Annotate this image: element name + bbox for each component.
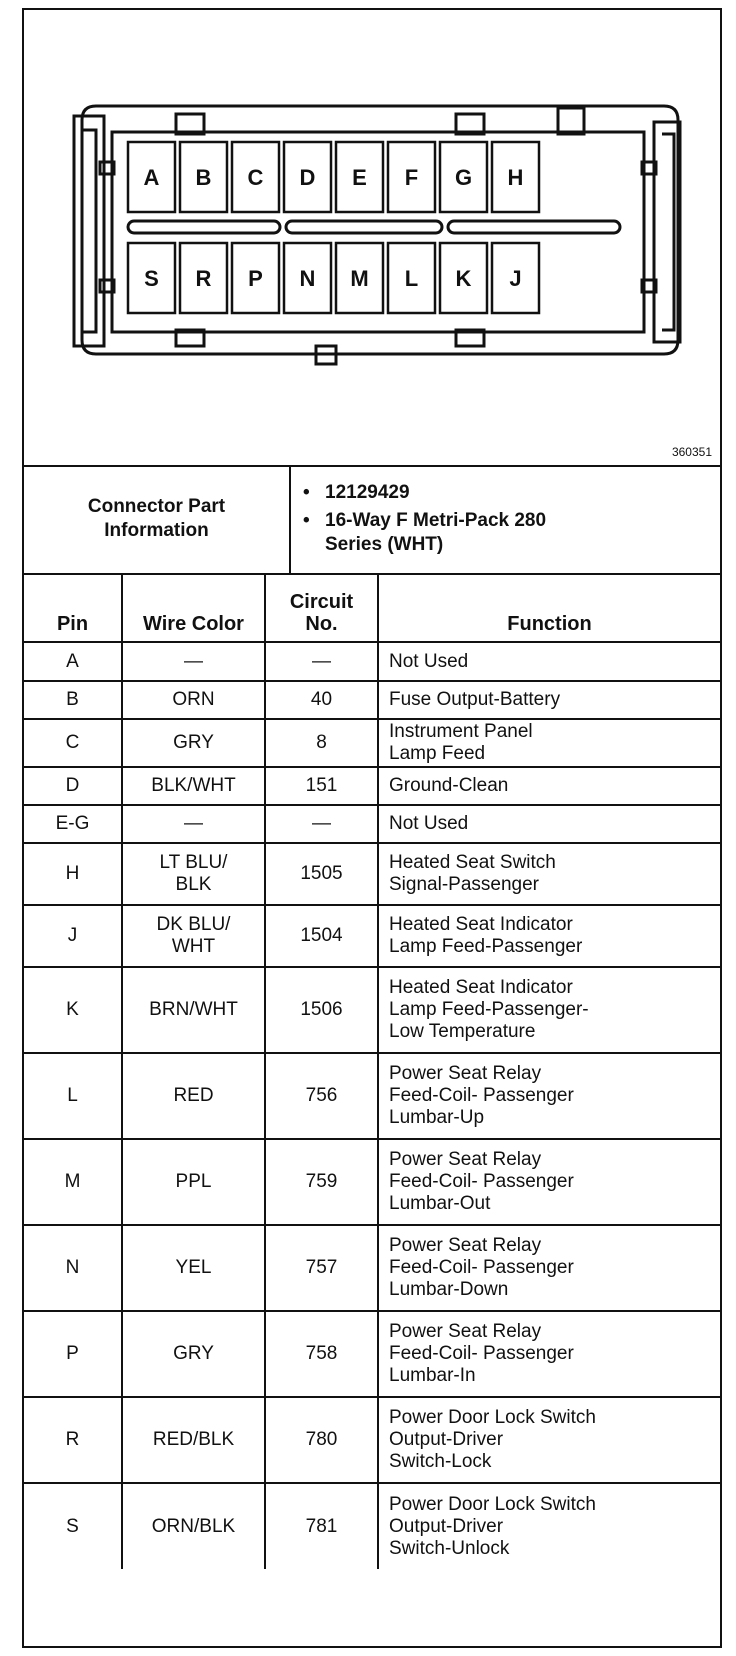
cell-function: Not Used	[378, 805, 720, 843]
cell-wire-color: BRN/WHT	[122, 967, 265, 1053]
header-function: Function	[378, 574, 720, 642]
table-row	[24, 642, 720, 681]
cell-wire-color: ORN/BLK	[122, 1483, 265, 1569]
cell-function: Heated Seat Switch Signal-Passenger	[378, 843, 720, 905]
table-row	[24, 767, 720, 805]
cell-function: Power Seat Relay Feed-Coil- Passenger Lumbar-Out	[378, 1139, 720, 1225]
cell-pin: L	[24, 1053, 122, 1139]
pin-label-f: F	[404, 165, 419, 190]
cell-wire-color: —	[122, 642, 265, 681]
table-row	[24, 843, 720, 905]
connector-sheet	[22, 8, 722, 1648]
cell-pin: C	[24, 719, 122, 767]
connector-part-information	[24, 465, 720, 575]
cell-wire-color: ORN	[122, 681, 265, 719]
cell-wire-color: BLK/WHT	[122, 767, 265, 805]
cell-function: Heated Seat Indicator Lamp Feed-Passenger- Low Temperature	[378, 967, 720, 1053]
cell-circuit: 780	[265, 1397, 378, 1483]
figure-number: 360351	[671, 445, 712, 459]
cell-circuit: 758	[265, 1311, 378, 1397]
connector-diagram	[24, 10, 720, 467]
cell-circuit: —	[265, 805, 378, 843]
table-row	[24, 967, 720, 1053]
cell-function: Power Door Lock Switch Output-Driver Switch-Lock	[378, 1397, 720, 1483]
pin-label-r: R	[195, 266, 212, 291]
cell-pin: E-G	[24, 805, 122, 843]
table-row	[24, 1483, 720, 1569]
cell-wire-color: PPL	[122, 1139, 265, 1225]
cell-pin: P	[24, 1311, 122, 1397]
cell-pin: S	[24, 1483, 122, 1569]
cell-circuit: 756	[265, 1053, 378, 1139]
cell-function: Power Door Lock Switch Output-Driver Switch-Unlock	[378, 1483, 720, 1569]
connector-part-label	[24, 465, 290, 574]
table-row	[24, 719, 720, 767]
cell-circuit: 757	[265, 1225, 378, 1311]
cell-wire-color: LT BLU/ BLK	[122, 843, 265, 905]
table-row	[24, 905, 720, 967]
cell-pin: H	[24, 843, 122, 905]
connector-face-drawing	[24, 10, 720, 465]
pin-label-n: N	[299, 266, 316, 291]
connector-label-line2: Information	[104, 520, 209, 541]
cell-function: Power Seat Relay Feed-Coil- Passenger Lumbar-Down	[378, 1225, 720, 1311]
table-row	[24, 1053, 720, 1139]
pin-label-g: G	[454, 165, 473, 190]
cell-function: Instrument Panel Lamp Feed	[378, 719, 720, 767]
table-row	[24, 805, 720, 843]
cell-function: Heated Seat Indicator Lamp Feed-Passenger	[378, 905, 720, 967]
cell-function: Not Used	[378, 642, 720, 681]
pin-label-a: A	[143, 165, 160, 190]
cell-wire-color: RED/BLK	[122, 1397, 265, 1483]
header-pin: Pin	[24, 574, 122, 642]
table-row	[24, 1139, 720, 1225]
cell-pin: A	[24, 642, 122, 681]
part-number: • 12129429	[325, 481, 719, 505]
pin-label-c: C	[247, 165, 264, 190]
pin-label-s: S	[144, 266, 159, 291]
pin-label-k: K	[455, 266, 472, 291]
cell-pin: J	[24, 905, 122, 967]
connector-type: • 16-Way F Metri-Pack 280 Series (WHT)	[325, 509, 719, 557]
cell-circuit: 40	[265, 681, 378, 719]
cell-circuit: 1506	[265, 967, 378, 1053]
pin-label-l: L	[404, 266, 419, 291]
table-row	[24, 1311, 720, 1397]
cell-pin: D	[24, 767, 122, 805]
connector-label-line1: Connector Part	[87, 496, 226, 517]
cell-wire-color: YEL	[122, 1225, 265, 1311]
pin-label-e: E	[352, 165, 367, 190]
cell-circuit: 781	[265, 1483, 378, 1569]
pin-label-m: M	[350, 266, 369, 291]
cell-circuit: 1504	[265, 905, 378, 967]
cell-function: Power Seat Relay Feed-Coil- Passenger Lumbar-Up	[378, 1053, 720, 1139]
header-circuit: Circuit No.	[265, 574, 378, 642]
pin-label-b: B	[195, 165, 212, 190]
cell-pin: M	[24, 1139, 122, 1225]
connector-part-details	[290, 465, 720, 574]
table-row	[24, 681, 720, 719]
cell-circuit: 759	[265, 1139, 378, 1225]
cell-circuit: 1505	[265, 843, 378, 905]
cell-pin: B	[24, 681, 122, 719]
cell-wire-color: GRY	[122, 719, 265, 767]
cell-wire-color: RED	[122, 1053, 265, 1139]
cell-pin: K	[24, 967, 122, 1053]
table-row	[24, 1225, 720, 1311]
pin-label-j: J	[509, 266, 522, 291]
pin-label-h: H	[507, 165, 524, 190]
cell-wire-color: DK BLU/ WHT	[122, 905, 265, 967]
table-row	[24, 1397, 720, 1483]
header-wire-color: Wire Color	[122, 574, 265, 642]
pin-label-d: D	[299, 165, 316, 190]
cell-circuit: 8	[265, 719, 378, 767]
cell-pin: R	[24, 1397, 122, 1483]
cell-function: Fuse Output-Battery	[378, 681, 720, 719]
cell-function: Ground-Clean	[378, 767, 720, 805]
cell-circuit: 151	[265, 767, 378, 805]
cell-wire-color: GRY	[122, 1311, 265, 1397]
cell-wire-color: —	[122, 805, 265, 843]
cell-circuit: —	[265, 642, 378, 681]
cell-pin: N	[24, 1225, 122, 1311]
pinout-table	[24, 573, 720, 1569]
pin-label-p: P	[248, 266, 263, 291]
cell-function: Power Seat Relay Feed-Coil- Passenger Lumbar-In	[378, 1311, 720, 1397]
